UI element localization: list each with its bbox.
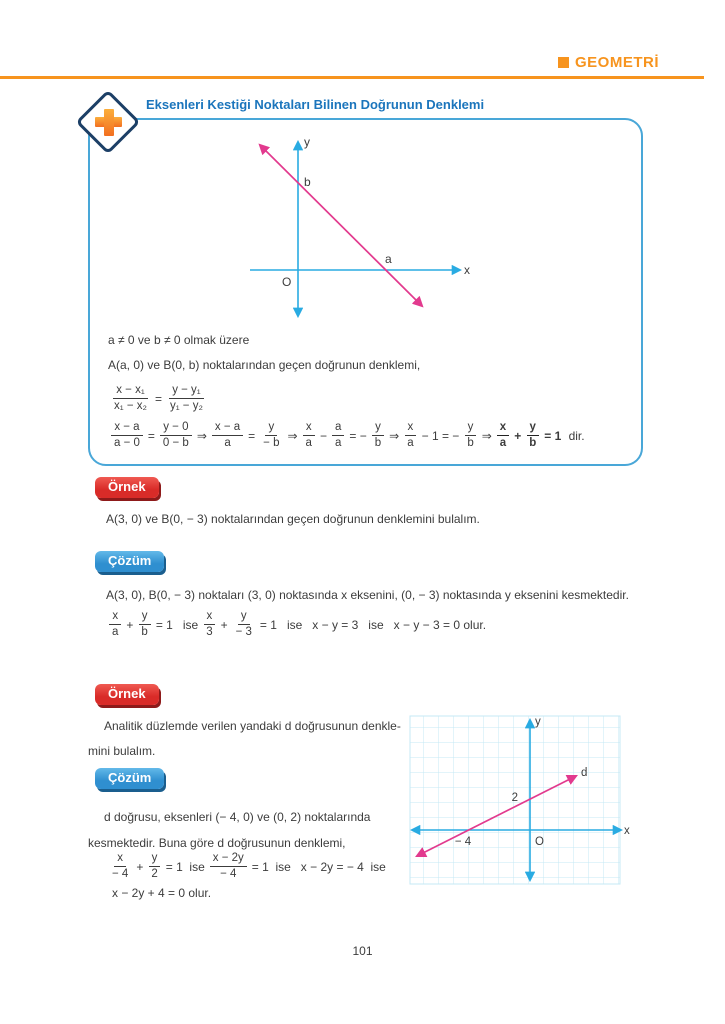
solution2-result: x − 2y + 4 = 0 olur. [112, 886, 212, 900]
a-intercept-label: a [385, 252, 392, 266]
plus-sign: + [136, 859, 144, 874]
fraction-numerator: x − x₁ [113, 384, 148, 399]
implies-arrow: ⇒ [196, 428, 207, 443]
fraction-numerator: y − 0 [160, 421, 191, 436]
fraction [464, 421, 476, 450]
fraction [203, 610, 215, 639]
fraction [138, 610, 150, 639]
x-axis-label: x [464, 263, 470, 277]
fraction-denominator: b [467, 437, 474, 450]
math-separator: = − [349, 428, 367, 443]
fraction [372, 421, 384, 450]
fraction [233, 610, 255, 639]
fraction [109, 610, 121, 639]
math-separator: = 1 ise [165, 859, 205, 874]
solution2-text [88, 804, 410, 856]
fraction-denominator: a [407, 437, 414, 450]
fraction-denominator: 0 − b [162, 437, 189, 450]
origin-label: O [282, 275, 292, 289]
b-intercept-label: b [304, 175, 311, 189]
header-brand [558, 54, 659, 71]
example-badge: Örnek [95, 477, 159, 498]
plus-sign: + [126, 617, 134, 632]
derivation-row [108, 421, 587, 450]
equals-one: = 1 [544, 428, 562, 443]
result-formula [494, 421, 563, 450]
fraction-numerator: y [527, 421, 539, 436]
line-d-graph [408, 712, 630, 892]
fraction-numerator: x [109, 610, 121, 625]
fraction [210, 852, 247, 881]
solution2-line2: kesmektedir. Buna göre d doğrusunun denklemi, [88, 836, 346, 850]
fraction-numerator: x − a [111, 421, 142, 436]
fraction [303, 421, 315, 450]
geometry-bullet-icon [558, 57, 569, 68]
fraction-numerator: y [139, 610, 151, 625]
plus-cross-icon [104, 109, 114, 136]
fraction-denominator: y₁ − y₂ [169, 400, 203, 413]
fraction-numerator: x [405, 421, 417, 436]
fraction [497, 421, 509, 450]
fraction-numerator: y [372, 421, 384, 436]
fraction-denominator: a [224, 437, 231, 450]
fraction-numerator: y [149, 852, 161, 867]
intercept-graph [238, 132, 473, 328]
fraction [111, 421, 143, 450]
implies-arrow: ⇒ [481, 428, 492, 443]
fraction-denominator: b [529, 437, 537, 450]
solution2-math [106, 852, 388, 881]
fraction-denominator: a [305, 437, 312, 450]
fraction-denominator: b [141, 626, 148, 639]
fraction-denominator: a − 0 [114, 437, 140, 450]
implies-arrow: ⇒ [389, 428, 400, 443]
example-badge: Örnek [95, 684, 159, 705]
fraction [404, 421, 416, 450]
fraction [167, 384, 206, 413]
fraction [260, 421, 282, 450]
math-separator: − [319, 428, 327, 443]
fraction [111, 384, 150, 413]
suffix-text: dir. [565, 428, 585, 443]
fraction-numerator: x [303, 421, 315, 436]
fraction [109, 852, 131, 881]
two-point-formula [108, 384, 209, 413]
solution2-line1: d doğrusu, eksenleri (− 4, 0) ve (0, 2) noktalarında [104, 810, 371, 824]
math-separator: = 1 ise x − y = 3 ise x − y − 3 = 0 olur. [259, 617, 487, 632]
line-d-label: d [581, 767, 588, 779]
header-title: GEOMETRİ [574, 54, 659, 71]
fraction-denominator: 3 [206, 626, 213, 639]
x-intercept-label: − 4 [454, 836, 472, 848]
example2-line2: mini bulalım. [88, 744, 156, 758]
fraction-numerator: y − y₁ [169, 384, 204, 399]
fraction-denominator: − 4 [220, 868, 237, 881]
fraction-numerator: y [238, 610, 250, 625]
y-axis-label: y [304, 135, 310, 149]
x-axis-label: x [624, 825, 630, 837]
math-separator: − 1 = − [421, 428, 460, 443]
fraction-denominator: a [499, 437, 507, 450]
solution1-text: A(3, 0), B(0, − 3) noktaları (3, 0) noktasında x eksenini, (0, − 3) noktasında y eksenini kesmektedir. [106, 588, 629, 602]
fraction [148, 852, 160, 881]
fraction-numerator: y [465, 421, 477, 436]
example2-line1: Analitik düzlemde verilen yandaki d doğrusunun denkle- [104, 719, 401, 733]
fraction [160, 421, 192, 450]
fraction [212, 421, 243, 450]
fraction-denominator: − 4 [112, 868, 129, 881]
plus-sign: + [514, 428, 522, 443]
example2-text [88, 714, 404, 764]
fraction-numerator: x − a [212, 421, 243, 436]
fraction [526, 421, 539, 450]
math-separator: = 1 ise [155, 617, 199, 632]
fraction-denominator: a [112, 626, 119, 639]
fraction-numerator: a [332, 421, 344, 436]
fraction-numerator: x − 2y [210, 852, 247, 867]
fraction-numerator: y [265, 421, 277, 436]
fraction-numerator: x [497, 421, 509, 436]
fraction [332, 421, 344, 450]
fraction-denominator: 2 [151, 868, 158, 881]
example1-text: A(3, 0) ve B(0, − 3) noktalarından geçen doğrunun denklemini bulalım. [106, 512, 480, 526]
theory-intro-text: A(a, 0) ve B(0, b) noktalarından geçen doğrunun denklemi, [108, 358, 421, 372]
fraction-numerator: x [114, 852, 126, 867]
plus-sign: + [220, 617, 228, 632]
fraction-numerator: x [204, 610, 216, 625]
fraction-denominator: b [374, 437, 382, 450]
theory-condition-text: a ≠ 0 ve b ≠ 0 olmak üzere [108, 333, 250, 347]
solution-badge: Çözüm [95, 551, 164, 572]
math-separator: = 1 ise x − 2y = − 4 ise [251, 859, 386, 874]
origin-label: O [535, 836, 544, 848]
y-intercept-label: 2 [511, 792, 518, 804]
fraction-denominator: − 3 [235, 626, 252, 639]
fraction-denominator: a [334, 437, 342, 450]
math-separator: = [248, 428, 256, 443]
implies-arrow: ⇒ [287, 428, 298, 443]
page-number: 101 [352, 944, 373, 958]
fraction-denominator: x₁ − x₂ [114, 400, 147, 413]
equals-sign: = [154, 391, 162, 406]
theory-title: Eksenleri Kestiği Noktaları Bilinen Doğrunun Denklemi [146, 97, 485, 112]
math-separator: = [147, 428, 155, 443]
y-axis-label: y [535, 716, 541, 728]
solution-badge: Çözüm [95, 768, 164, 789]
solution1-math [106, 610, 488, 639]
header-divider [0, 76, 704, 79]
fraction-denominator: − b [263, 437, 280, 450]
